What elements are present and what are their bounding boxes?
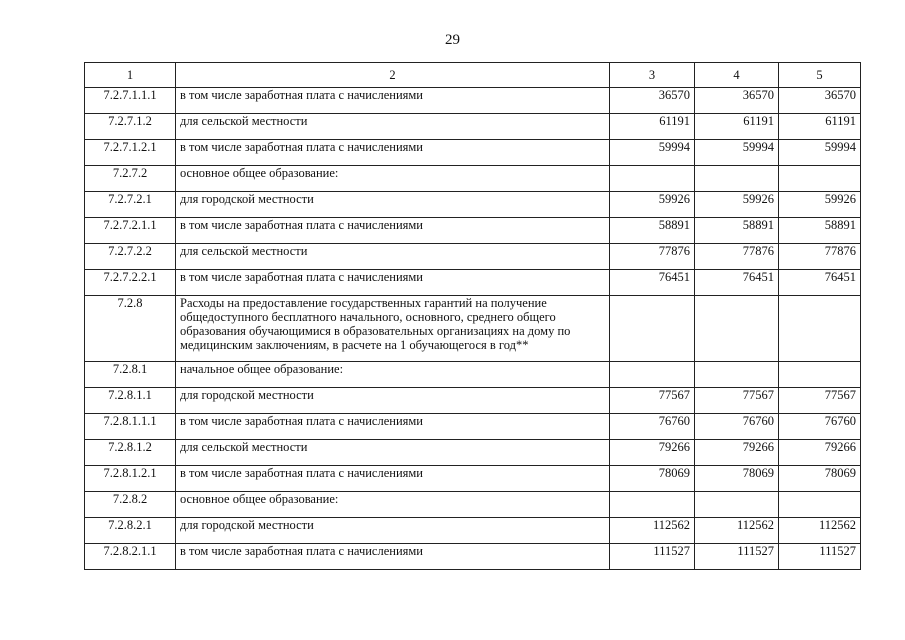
row-value-col-4: 112562 bbox=[695, 518, 779, 544]
row-value-col-5 bbox=[779, 296, 861, 362]
row-description-cell: в том числе заработная плата с начислениями bbox=[176, 414, 610, 440]
row-value-col-5 bbox=[779, 166, 861, 192]
row-description-cell: для сельской местности bbox=[176, 440, 610, 466]
row-value-col-3: 112562 bbox=[610, 518, 695, 544]
row-code-cell: 7.2.8.1 bbox=[85, 362, 176, 388]
row-value-col-4: 58891 bbox=[695, 218, 779, 244]
table-row bbox=[85, 140, 861, 166]
row-code-cell: 7.2.7.2.2.1 bbox=[85, 270, 176, 296]
page-number: 29 bbox=[445, 32, 460, 48]
row-code-cell: 7.2.7.2 bbox=[85, 166, 176, 192]
table-row bbox=[85, 388, 861, 414]
row-value-col-4: 36570 bbox=[695, 88, 779, 114]
row-code-cell: 7.2.8.1.1 bbox=[85, 388, 176, 414]
row-description-cell: в том числе заработная плата с начислениями bbox=[176, 218, 610, 244]
table-body bbox=[85, 88, 861, 570]
row-description-cell: в том числе заработная плата с начислениями bbox=[176, 544, 610, 570]
row-value-col-4: 77567 bbox=[695, 388, 779, 414]
row-code-cell: 7.2.8.1.2.1 bbox=[85, 466, 176, 492]
row-code-cell: 7.2.8.2 bbox=[85, 492, 176, 518]
row-code-cell: 7.2.7.1.1.1 bbox=[85, 88, 176, 114]
row-value-col-4 bbox=[695, 362, 779, 388]
table-row bbox=[85, 544, 861, 570]
table-row bbox=[85, 518, 861, 544]
row-value-col-5: 58891 bbox=[779, 218, 861, 244]
row-code-cell: 7.2.8.1.2 bbox=[85, 440, 176, 466]
table-header-row bbox=[85, 63, 861, 88]
row-value-col-4: 76760 bbox=[695, 414, 779, 440]
row-code-cell: 7.2.8 bbox=[85, 296, 176, 362]
row-value-col-4: 111527 bbox=[695, 544, 779, 570]
row-value-col-5 bbox=[779, 362, 861, 388]
row-value-col-4 bbox=[695, 166, 779, 192]
row-value-col-3 bbox=[610, 166, 695, 192]
table-row bbox=[85, 466, 861, 492]
row-value-col-3: 59994 bbox=[610, 140, 695, 166]
row-description-cell: в том числе заработная плата с начислениями bbox=[176, 270, 610, 296]
row-description-cell: в том числе заработная плата с начислениями bbox=[176, 88, 610, 114]
row-code-cell: 7.2.7.2.2 bbox=[85, 244, 176, 270]
row-value-col-3: 61191 bbox=[610, 114, 695, 140]
row-value-col-5: 61191 bbox=[779, 114, 861, 140]
table-row bbox=[85, 244, 861, 270]
row-value-col-5: 78069 bbox=[779, 466, 861, 492]
row-value-col-5: 59926 bbox=[779, 192, 861, 218]
row-value-col-5: 77876 bbox=[779, 244, 861, 270]
header-col-4: 4 bbox=[695, 63, 779, 88]
header-col-3: 3 bbox=[610, 63, 695, 88]
budget-table bbox=[84, 62, 861, 570]
row-value-col-4: 61191 bbox=[695, 114, 779, 140]
row-value-col-4: 59994 bbox=[695, 140, 779, 166]
row-code-cell: 7.2.8.1.1.1 bbox=[85, 414, 176, 440]
row-code-cell: 7.2.7.2.1 bbox=[85, 192, 176, 218]
row-value-col-5: 112562 bbox=[779, 518, 861, 544]
header-col-1: 1 bbox=[85, 63, 176, 88]
row-value-col-5: 77567 bbox=[779, 388, 861, 414]
table-row bbox=[85, 114, 861, 140]
row-value-col-5: 76451 bbox=[779, 270, 861, 296]
row-value-col-3 bbox=[610, 362, 695, 388]
row-code-cell: 7.2.7.1.2.1 bbox=[85, 140, 176, 166]
row-value-col-5 bbox=[779, 492, 861, 518]
row-value-col-4 bbox=[695, 296, 779, 362]
row-value-col-3: 77567 bbox=[610, 388, 695, 414]
row-description-cell: начальное общее образование: bbox=[176, 362, 610, 388]
row-value-col-3: 78069 bbox=[610, 466, 695, 492]
row-value-col-3: 79266 bbox=[610, 440, 695, 466]
row-value-col-3: 36570 bbox=[610, 88, 695, 114]
row-description-cell: Расходы на предоставление государственных гарантий на получение общедоступного бесплатного начального, основного, среднего общего образования обучающимися в образовательных организациях на дому по медицинским заключениям, в расчете на 1 обучающегося в год** bbox=[176, 296, 610, 362]
row-description-cell: основное общее образование: bbox=[176, 492, 610, 518]
table-row bbox=[85, 166, 861, 192]
row-description-cell: для сельской местности bbox=[176, 244, 610, 270]
row-value-col-4 bbox=[695, 492, 779, 518]
row-value-col-3: 76451 bbox=[610, 270, 695, 296]
table-row bbox=[85, 218, 861, 244]
table-row bbox=[85, 492, 861, 518]
row-value-col-5: 111527 bbox=[779, 544, 861, 570]
row-value-col-4: 78069 bbox=[695, 466, 779, 492]
table-row bbox=[85, 440, 861, 466]
table-row bbox=[85, 270, 861, 296]
row-value-col-3 bbox=[610, 296, 695, 362]
row-value-col-5: 79266 bbox=[779, 440, 861, 466]
row-value-col-4: 79266 bbox=[695, 440, 779, 466]
row-code-cell: 7.2.7.2.1.1 bbox=[85, 218, 176, 244]
table-row bbox=[85, 296, 861, 362]
row-value-col-3: 76760 bbox=[610, 414, 695, 440]
row-value-col-4: 77876 bbox=[695, 244, 779, 270]
header-col-2: 2 bbox=[176, 63, 610, 88]
row-description-cell: для сельской местности bbox=[176, 114, 610, 140]
table-row bbox=[85, 362, 861, 388]
row-value-col-3: 58891 bbox=[610, 218, 695, 244]
row-code-cell: 7.2.8.2.1 bbox=[85, 518, 176, 544]
row-value-col-5: 36570 bbox=[779, 88, 861, 114]
row-code-cell: 7.2.8.2.1.1 bbox=[85, 544, 176, 570]
table-row bbox=[85, 192, 861, 218]
row-value-col-4: 76451 bbox=[695, 270, 779, 296]
row-value-col-4: 59926 bbox=[695, 192, 779, 218]
row-code-cell: 7.2.7.1.2 bbox=[85, 114, 176, 140]
header-col-5: 5 bbox=[779, 63, 861, 88]
row-value-col-5: 76760 bbox=[779, 414, 861, 440]
row-description-cell: для городской местности bbox=[176, 388, 610, 414]
row-description-cell: в том числе заработная плата с начислениями bbox=[176, 466, 610, 492]
row-value-col-3: 59926 bbox=[610, 192, 695, 218]
row-value-col-3 bbox=[610, 492, 695, 518]
row-value-col-3: 111527 bbox=[610, 544, 695, 570]
row-description-cell: основное общее образование: bbox=[176, 166, 610, 192]
row-value-col-3: 77876 bbox=[610, 244, 695, 270]
row-description-cell: для городской местности bbox=[176, 518, 610, 544]
row-value-col-5: 59994 bbox=[779, 140, 861, 166]
table-row bbox=[85, 414, 861, 440]
row-description-cell: для городской местности bbox=[176, 192, 610, 218]
table-row bbox=[85, 88, 861, 114]
row-description-cell: в том числе заработная плата с начислениями bbox=[176, 140, 610, 166]
